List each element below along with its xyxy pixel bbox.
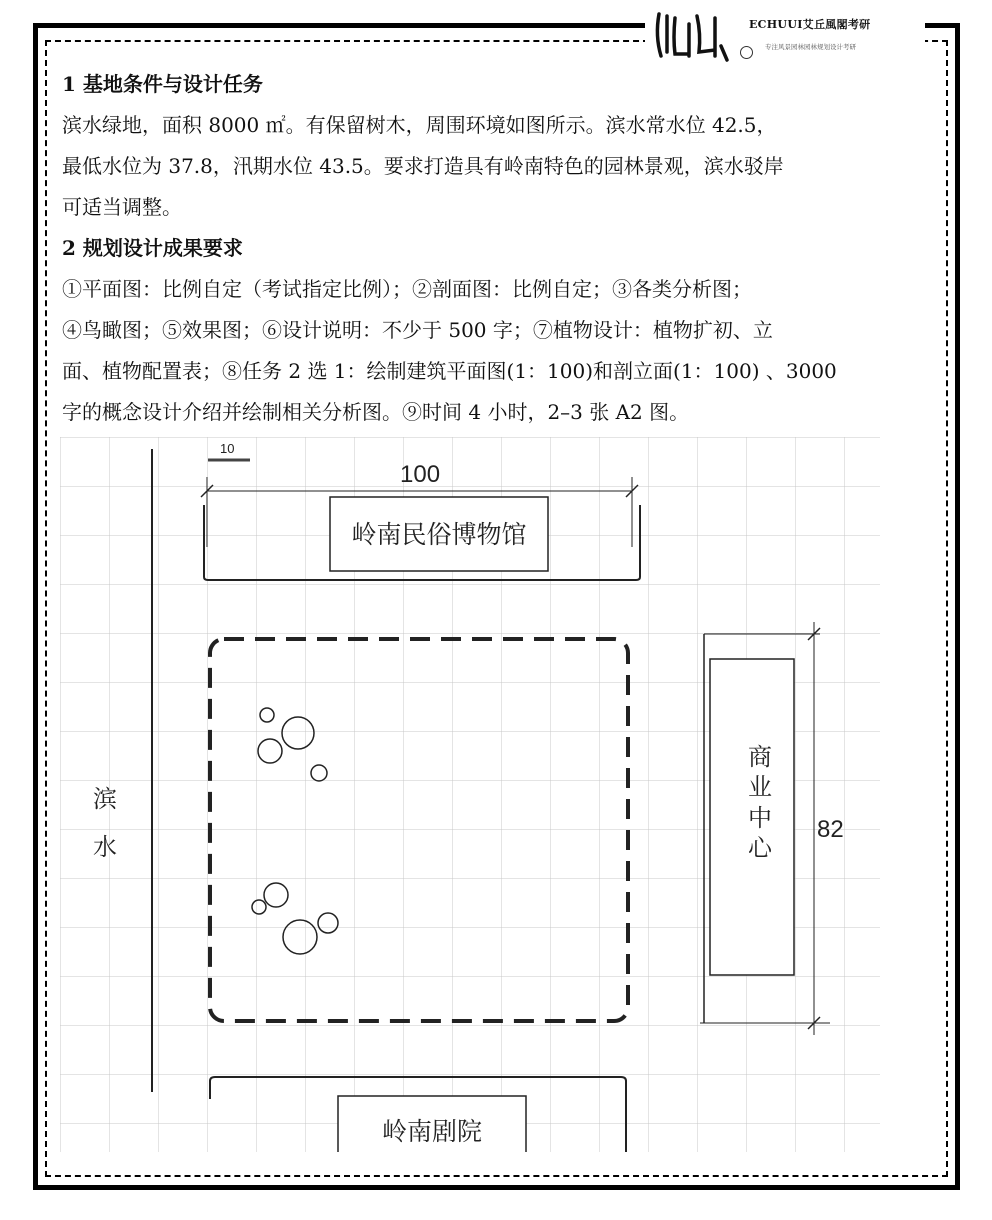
section2-line: ①平面图：比例自定（考试指定比例）；②剖面图：比例自定；③各类分析图； (62, 277, 752, 301)
waterfront-label-char: 水 (93, 834, 117, 861)
seal-stamp-icon (740, 46, 753, 59)
museum-label: 岭南民俗博物馆 (351, 521, 527, 549)
brand-logo (645, 6, 925, 66)
top-dimension-label: 100 (400, 461, 441, 488)
waterfront-label-char: 滨 (93, 786, 117, 813)
section2-line: ④鸟瞰图；⑤效果图；⑥设计说明：不少于 500 字；⑦植物设计：植物扩初、立 (62, 318, 773, 342)
commercial-label-char: 业 (748, 774, 772, 801)
task-text (62, 64, 942, 433)
commercial-label-char: 商 (748, 744, 772, 771)
section2-line: 字的概念设计介绍并绘制相关分析图。⑨时间 4 小时，2–3 张 A2 图。 (62, 400, 690, 424)
section2-line: 面、植物配置表；⑧任务 2 选 1：绘制建筑平面图(1：100)和剖立面(1：100) 、3000 (62, 359, 837, 383)
right-dimension-label: 82 (817, 816, 844, 843)
commercial-label-char: 心 (748, 835, 772, 862)
section1-heading: 1 基地条件与设计任务 (62, 72, 263, 96)
commercial-label-char: 中 (748, 805, 772, 832)
site-plan (60, 437, 880, 1152)
scale-label: 10 (220, 441, 235, 456)
section1-line: 最低水位为 37.8，汛期水位 43.5。要求打造具有岭南特色的园林景观，滨水驳岸 (62, 154, 784, 178)
logo-subtitle: 专注风景园林园林规划设计考研 (765, 43, 856, 51)
section1-line: 可适当调整。 (62, 195, 182, 219)
section2-heading: 2 规划设计成果要求 (62, 236, 243, 260)
theater-label: 岭南剧院 (381, 1118, 483, 1146)
logo-brand-text: ECHUUI艾丘風閣考研 (749, 18, 871, 31)
logo-mark-icon (645, 6, 745, 66)
section1-line: 滨水绿地，面积 8000 ㎡。有保留树木，周围环境如图所示。滨水常水位 42.5， (62, 113, 777, 137)
